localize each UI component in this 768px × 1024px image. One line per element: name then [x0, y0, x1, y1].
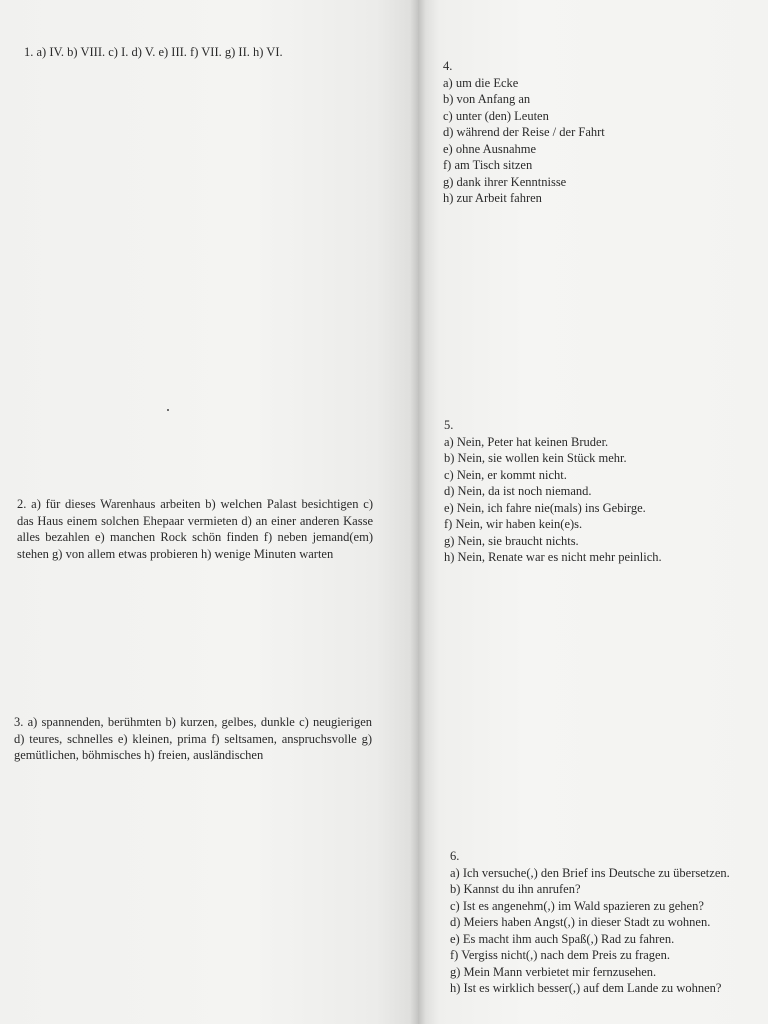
answer-3: [14, 714, 372, 764]
exercise-4-list: [443, 75, 753, 207]
list-item: c) unter (den) Leuten: [443, 108, 549, 123]
list-item: c) Ist es angenehm(,) im Wald spazieren zu gehen?: [450, 898, 704, 913]
list-item: a) Nein, Peter hat keinen Bruder.: [444, 434, 609, 449]
list-item: d) während der Reise / der Fahrt: [443, 125, 605, 139]
exercise-6: [450, 848, 766, 997]
list-item: e) Nein, ich fahre nie(mals) ins Gebirge.: [444, 500, 646, 515]
list-item: g) Nein, sie braucht nichts.: [444, 533, 579, 548]
exercise-6-list: [450, 865, 766, 997]
answer-2-text: 2. a) für dieses Warenhaus arbeiten b) welchen Palast besichtigen c) das Haus einem solchen Ehepaar vermieten d) an einer anderen Kasse alles bezahlen e) manchen Rock schön finden f) neben jemand(em) stehen g) von allem etwas probieren h) wenige Minuten warten: [17, 497, 373, 561]
list-item: b) Kannst du ihn anrufen?: [450, 882, 581, 896]
list-item: e) Es macht ihm auch Spaß(,) Rad zu fahren.: [450, 931, 675, 946]
list-item: c) Nein, er kommt nicht.: [444, 467, 567, 482]
list-item: f) Vergiss nicht(,) nach dem Preis zu fragen.: [450, 948, 670, 962]
exercise-5-number: 5.: [444, 418, 454, 432]
list-item: f) Nein, wir haben kein(e)s.: [444, 517, 583, 531]
list-item: b) Nein, sie wollen kein Stück mehr.: [444, 451, 627, 465]
list-item: a) um die Ecke: [443, 75, 519, 90]
answer-1-text: 1. a) IV. b) VIII. c) I. d) V. e) III. f) VII. g) II. h) VI.: [24, 45, 283, 59]
list-item: h) zur Arbeit fahren: [443, 191, 542, 205]
exercise-4-number: 4.: [443, 59, 453, 73]
list-item: d) Meiers haben Angst(,) in dieser Stadt zu wohnen.: [450, 915, 711, 929]
list-item: g) dank ihrer Kenntnisse: [443, 174, 567, 189]
list-item: f) am Tisch sitzen: [443, 158, 533, 172]
answer-2: [17, 496, 373, 562]
book-gutter: [410, 0, 426, 1024]
exercise-4: [443, 58, 753, 207]
exercise-6-number: 6.: [450, 849, 460, 863]
list-item: b) von Anfang an: [443, 92, 531, 106]
list-item: h) Nein, Renate war es nicht mehr peinlich.: [444, 550, 662, 564]
list-item: a) Ich versuche(,) den Brief ins Deutsche zu übersetzen.: [450, 865, 730, 880]
answer-1: [24, 44, 404, 61]
right-page: [418, 0, 768, 1024]
paper-speck: [167, 409, 169, 411]
list-item: d) Nein, da ist noch niemand.: [444, 484, 592, 498]
list-item: h) Ist es wirklich besser(,) auf dem Lande zu wohnen?: [450, 981, 722, 995]
list-item: e) ohne Ausnahme: [443, 141, 537, 156]
exercise-5-list: [444, 434, 754, 566]
list-item: g) Mein Mann verbietet mir fernzusehen.: [450, 964, 657, 979]
exercise-5: [444, 417, 754, 566]
answer-3-text: 3. a) spannenden, berühmten b) kurzen, gelbes, dunkle c) neugierigen d) teures, schnelles e) kleinen, prima f) seltsamen, anspruchsvolle g) gemütlichen, böhmisches h) freien, ausländischen: [14, 715, 372, 762]
